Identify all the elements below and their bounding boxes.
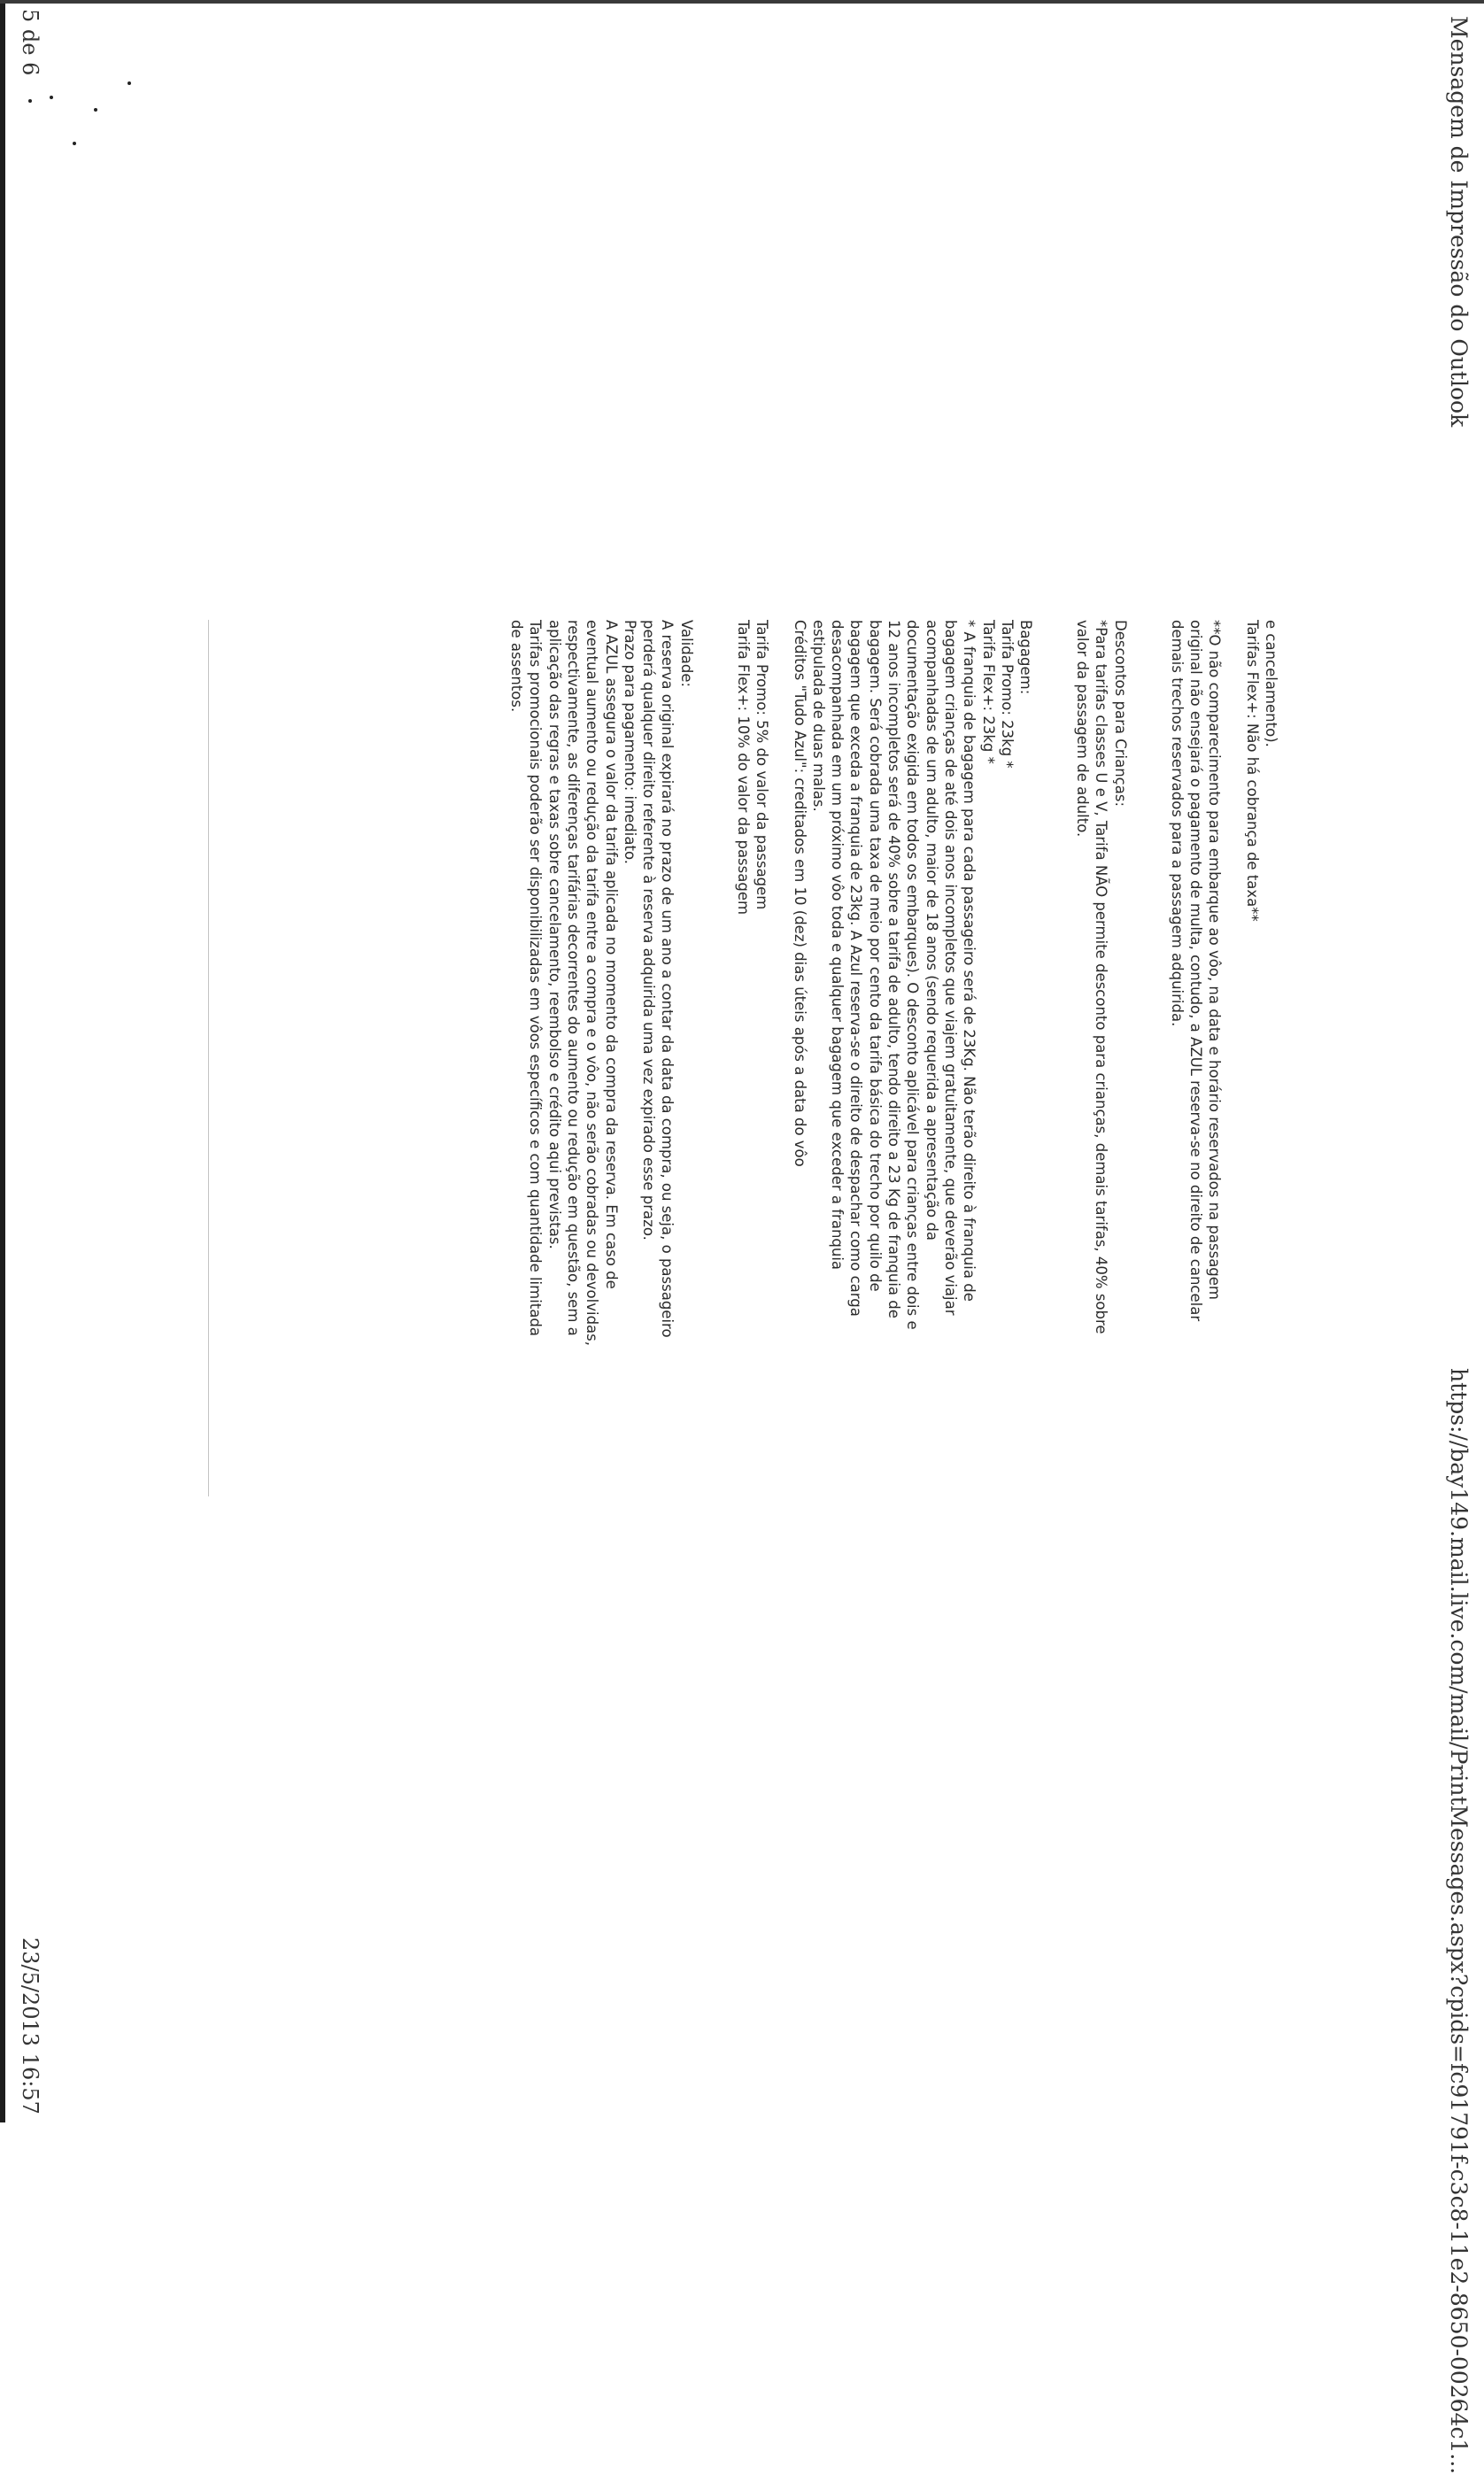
noshow-line: demais trechos reservados para a passagem adquirida.	[1168, 620, 1186, 1027]
children-title: Descontos para Crianças:	[1111, 620, 1129, 808]
scan-speck	[128, 81, 131, 85]
baggage-title: Bagagem:	[1017, 620, 1035, 695]
validity-line: perderá qualquer direito referente à reserva adquirida uma vez expirado esse prazo.	[640, 620, 658, 1241]
noshow-line: **O não comparecimento para embarque ao vôo, na data e horário reservados na passagem	[1206, 620, 1224, 1300]
cancel-tail-text: e cancelamento).	[1263, 620, 1279, 747]
print-header-url: https://bay149.mail.live.com/mail/PrintMessages.aspx?cpids=fc91791f-c3c8-11e2-8650-00264c1...	[1446, 1368, 1472, 2474]
validity-line: de assentos.	[508, 620, 526, 713]
validity-line: Tarifas promocionais poderão ser disponibilizadas em vôos específicos e com quantidade limitada	[527, 620, 545, 1336]
promo-pct-text: Tarifa Promo: 5% do valor da passagem	[753, 620, 770, 910]
baggage-line: estipulada de duas malas.	[809, 620, 827, 812]
children-line: valor da passagem de adulto.	[1074, 620, 1092, 838]
validity-line: eventual aumento ou redução da tarifa entre a compra e o vôo, não serão cobradas ou devolvidas,	[584, 620, 601, 1346]
baggage-flex: Tarifa Flex+: 23kg *	[979, 620, 997, 764]
baggage-line: documentação exigida em todos os embarques). O desconto aplicável para crianças entre dois e	[904, 620, 922, 1330]
baggage-line: 12 anos incompletos será de 40% sobre a tarifa de adulto, tendo direito a 23 Kg de franquia de	[885, 620, 903, 1318]
noshow-line: original não ensejará o pagamento de multa, contudo, a AZUL reserva-se no direito de cancelar	[1186, 620, 1204, 1322]
children-line: *Para tarifas classes U e V, Tarifa NÃO permite desconto para crianças, demais tarifas, 40% sobre	[1093, 620, 1110, 1334]
email-body	[507, 620, 1280, 1505]
flex-fee-text: Tarifas Flex+: Não há cobrança de taxa**	[1243, 620, 1261, 922]
print-header-title: Mensagem de Impressão do Outlook	[1446, 16, 1472, 428]
baggage-line: desacompanhada em um próximo vôo toda e qualquer bagagem que exceder a franquia	[829, 620, 846, 1271]
validity-line: Prazo para pagamento: imediato.	[621, 620, 638, 864]
validity-line: A reserva original expirará no prazo de um ano a contar da data da compra, ou seja, o passageiro	[659, 620, 676, 1338]
scan-speck	[50, 96, 53, 99]
divider-line	[208, 620, 209, 1496]
baggage-line: bagagem que exceda a franquia de 23kg. A Azul reserva-se o direito de despachar como carga	[847, 620, 865, 1317]
print-datetime: 23/5/2013 16:57	[18, 1937, 43, 2114]
validity-line: A AZUL assegura o valor da tarifa aplicada no momento da compra da reserva. Em caso de	[602, 620, 620, 1289]
page-number: 5 de 6	[18, 9, 43, 76]
credits-text: Créditos "Tudo Azul": creditados em 10 (dez) dias úteis após a data do vôo	[791, 620, 808, 1167]
validity-line: aplicação das regras e taxas sobre cancelamento, reembolso e crédito aqui previstas.	[545, 620, 563, 1249]
baggage-line: * A franquia de bagagem para cada passageiro será de 23Kg. Não terão direito à franquia de	[961, 620, 978, 1302]
scan-speck	[28, 99, 32, 103]
scan-speck	[94, 108, 97, 112]
scan-speck	[73, 142, 76, 145]
flex-pct-text: Tarifa Flex+: 10% do valor da passagem	[734, 620, 752, 916]
validity-title: Validade:	[677, 620, 695, 688]
validity-line: respectivamente, as diferenças tarifárias decorrentes do aumento ou redução em questão, sem a	[565, 620, 583, 1336]
baggage-line: bagagem crianças de até dois anos incompletos que viajem gratuitamente, que deverão viajar	[941, 620, 959, 1316]
baggage-promo: Tarifa Promo: 23kg *	[998, 620, 1016, 769]
baggage-line: acompanhadas de um adulto, maior de 18 anos (sendo requerida a apresentação da	[923, 620, 940, 1241]
baggage-line: bagagem. Será cobrada uma taxa de meio por cento da tarifa básica do trecho por quilo de	[866, 620, 884, 1292]
